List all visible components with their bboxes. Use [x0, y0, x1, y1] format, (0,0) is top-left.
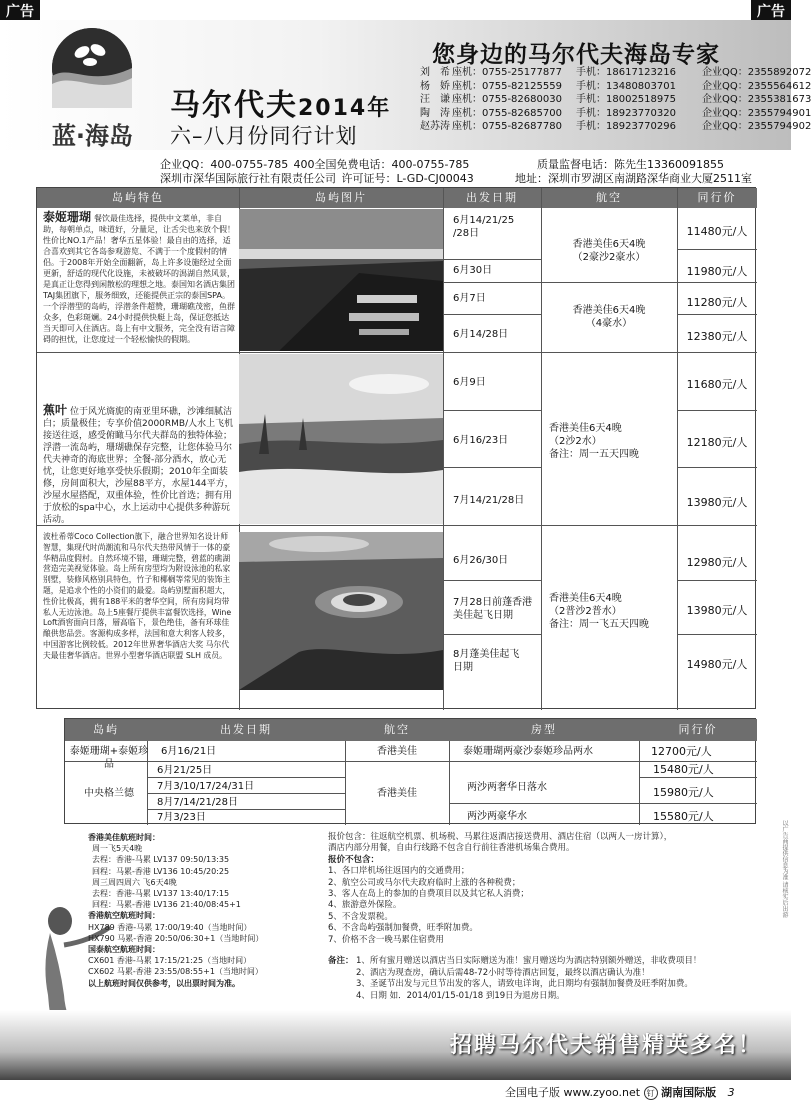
contact-mobile: 手机：13480803701: [576, 80, 676, 92]
ad-label-right: 广告: [751, 0, 791, 20]
flight-note: 去程：香港-马累 LV137 09:50/13:35: [92, 855, 230, 865]
island-description: [43, 212, 235, 348]
island-name: 中央格兰德: [84, 788, 134, 799]
divider: [677, 580, 757, 581]
departure-date: 6月9日: [453, 377, 486, 388]
price-include-notes: [328, 832, 672, 946]
divider: [677, 249, 757, 250]
flight-note: 周一飞5天4晚: [92, 844, 143, 854]
divider: [443, 314, 541, 315]
remark-text: 4、日期 如．2014/01/15-01/18 到19日为退房日期。: [356, 990, 565, 1001]
header-island-feature: 岛屿特色: [37, 188, 239, 208]
header-departure: 出发日期: [147, 719, 345, 741]
price: 13980元/人: [686, 496, 748, 509]
enterprise-qq: 企业QQ：400-0755-785: [160, 158, 289, 171]
flight-note: HX790 马累-香港 20:50/06:30+1（当地时间）: [88, 933, 264, 943]
contact-phone: 座机：0755-25177877: [452, 67, 562, 78]
departure-date: 8月蓬美佳起飞 日期: [453, 649, 520, 673]
price: 15580元/人: [653, 810, 714, 823]
contact-qq: 企业QQ：2355794902: [702, 121, 811, 132]
brand-year: 2014年: [298, 96, 392, 121]
divider: [147, 809, 345, 810]
remarks: [328, 956, 701, 1002]
price: 15980元/人: [653, 786, 714, 799]
company-name: 深圳市深华国际旅行社有限责任公司: [160, 172, 336, 185]
remark-text: 1、所有蜜月赠送以酒店当日实际赠送为准！蜜月赠送均为酒店特别额外赠送，非收费项目！: [356, 956, 702, 966]
price-note: 4、旅游意外保险。: [328, 900, 402, 911]
price: 11480元/人: [686, 225, 748, 238]
contact-qq: 企业QQ：2355381673: [702, 94, 811, 105]
logo-text: 蓝·海岛: [51, 122, 134, 150]
logo-wave-icon: [52, 28, 132, 108]
divider: [147, 777, 345, 778]
room-type: 两沙两奢华日落水: [467, 782, 547, 793]
price-note: 7、价格不含一晚马累住宿费用: [328, 934, 444, 945]
divider: [443, 282, 757, 283]
departure-date: 6月26/30日: [453, 555, 509, 566]
supervision-phone: 质量监督电话：陈先生13360091855: [537, 158, 724, 171]
info-line-2: [160, 170, 752, 186]
header-island-photo: 岛屿图片: [239, 188, 443, 208]
contact-mobile: 手机：18923770296: [576, 121, 676, 132]
contact-mobile: 手机：18617123216: [576, 67, 676, 78]
price: 11980元/人: [686, 265, 748, 278]
airline: 香港美佳: [377, 746, 417, 757]
island-photo: [239, 532, 443, 690]
license-number: 许可证号：L-GD-CJ00043: [341, 172, 474, 185]
flight-note: 周三周四周六 飞6天4晚: [92, 877, 177, 887]
contact-row: [420, 107, 811, 121]
footer-page-number: 3: [727, 1086, 735, 1099]
flight-note: 回程：马累-香港 LV136 10:45/20:25: [92, 866, 230, 876]
ad-label-left: 广告: [0, 0, 40, 20]
departure-date: 6月21/25日: [157, 765, 213, 776]
side-note: 以广告商提供信息为准 请核实后出游: [781, 820, 788, 918]
price: 12980元/人: [686, 556, 748, 569]
price: 12180元/人: [686, 436, 748, 449]
footer-url[interactable]: www.zyoo.net: [563, 1086, 641, 1099]
contact-phone: 座机：0755-82680030: [452, 94, 562, 105]
contact-qq: 企业QQ：2355892072: [702, 67, 811, 78]
header-room-type: 房型: [449, 719, 639, 741]
divider: [639, 741, 640, 825]
remark-text: 3、圣诞节出发与元旦节出发的客人，请致电详询，此日期均有强制加餐费及旺季附加费。: [356, 979, 693, 989]
island-photo: [239, 354, 443, 524]
island-desc-text: 位于风光旖旎的南亚里环礁，沙滩细腻洁白；质量极佳；专享价值2000RMB/人水上飞机接送往返，感受俯瞰马尔代夫群岛的独特体验；浮潜一流岛屿，珊瑚礁保存完整，让您体验马尔代夫神奇的海底世界；全餐-部分酒水，放心无忧，让您更好地享受快乐假期；2010年全面装修，房间面积大，沙屋88平方，水屋144平方，沙屋水屋搭配，双重体验，性价比首选；拥有用于放松的spa中心，水上运动中心提供多种游玩活动。: [43, 407, 234, 525]
divider: [443, 188, 444, 710]
divider: [677, 410, 757, 411]
footer: [505, 1084, 735, 1100]
flight-info: 香港美佳6天4晚 （2普沙2普水） 备注：周一飞五天四晚: [549, 593, 649, 630]
departure-date: 6月30日: [453, 265, 493, 276]
departure-date: 6月16/23日: [453, 435, 509, 446]
divider: [639, 803, 757, 804]
price: 11680元/人: [686, 378, 748, 391]
price-note: 2、航空公司或马尔代夫政府临时上涨的各种税费；: [328, 877, 521, 888]
footer-edition: 全国电子版: [505, 1086, 560, 1099]
flight-note: CX602 马累-香港 23:55/08:55+1（当地时间）: [88, 967, 263, 977]
brand-title-text: 马尔代夫: [170, 88, 298, 123]
remark-text: 2、酒店为现查房，确认后需48-72小时等待酒店回复，最终以酒店确认为准！: [356, 967, 650, 978]
divider: [449, 741, 450, 825]
flight-note: 去程：香港-马累 LV137 13:40/17:15: [92, 889, 230, 899]
price: 13980元/人: [686, 604, 748, 617]
departure-date: 7月14/21/28日: [453, 495, 525, 506]
contact-name: 汪 谦: [420, 94, 450, 105]
flight-note: CX601 香港-马累 17:15/21:25（当地时间）: [88, 956, 252, 966]
island-description: [43, 532, 235, 704]
island-table: [36, 187, 756, 709]
combo-table: [64, 718, 756, 824]
header-airline: 航空: [541, 188, 677, 208]
contact-name: 刘 希: [420, 67, 450, 78]
divider: [37, 525, 757, 526]
island-desc-text: 波杜希蒂Coco Collection旗下，融合世界知名设计师智慧，集现代时尚潮流和马尔代夫热带风情于一体的豪华精品度假村。自然环境不错，珊瑚完整，碧蓝的礁湖营造完美视觉体验。岛上所有房型均为附设泳池的私家别墅，装修风格别具特色，竹子和椰榈等常见的装饰主题，是追求个性的小资们的最爱。岛屿别墅面积超大，性价比极高，拥有188平米的奢华空间，所有房间均带私人无边泳池。岛上5座餐厅提供丰富餐饮选择，Wine Loft酒窖面向日落，層高临下，景色绝佳，备有环球佳酿供您品尝。客源构成多样，法国和意大利客人较多，中国游客比例较低。2012年世界奢华酒店大奖 马尔代夫最佳奢华酒店。世界小型奢华酒店联盟 SLH 成员。: [43, 532, 232, 660]
departure-date: 6月14/28日: [453, 329, 509, 340]
flight-info: 香港美佳6天4晚 （4豪水）: [572, 305, 646, 329]
divider: [677, 314, 757, 315]
room-type: 两沙两豪华水: [467, 811, 527, 822]
divider: [147, 793, 345, 794]
island-name: 蕉叶: [43, 403, 68, 417]
header-island: 岛屿: [65, 719, 147, 741]
hotline: 400全国免费电话：400-0755-785: [293, 158, 470, 171]
price-note: 报价包含：往返航空机票、机场税、马累往返酒店接送费用、酒店住宿（以两人一房计算），: [328, 832, 673, 842]
divider: [443, 259, 541, 260]
contact-name: 赵苏涛: [420, 121, 450, 132]
departure-date: 7月28日前蓬香港 美佳起飞日期: [453, 597, 533, 621]
island-photo: [239, 209, 443, 351]
flight-note: [88, 944, 263, 955]
divider: [37, 352, 757, 353]
contact-phone: 座机：0755-82687780: [452, 121, 562, 132]
footer-section: 湖南国际版: [661, 1086, 717, 1099]
divider: [65, 761, 757, 762]
flight-note: [88, 832, 263, 843]
price: 12380元/人: [686, 330, 748, 343]
contact-row: [420, 93, 811, 107]
island-description: [43, 404, 235, 524]
flight-note: HX789 香港-马累 17:00/19:40（当地时间）: [88, 922, 252, 932]
departure-date: 6月14/21/25 /28日: [453, 215, 515, 239]
contact-name: 陶 涛: [420, 107, 450, 119]
footer-badge-icon: 钉: [644, 1086, 658, 1100]
divider: [677, 634, 757, 635]
island-name: 泰姬珊瑚: [43, 210, 92, 224]
contact-qq: 企业QQ：2355794901: [702, 107, 811, 119]
price-note: 5、不含发票税。: [328, 911, 393, 922]
divider: [443, 580, 541, 581]
contact-row: [420, 120, 811, 134]
divider: [639, 777, 757, 778]
island-desc-text: 餐饮最佳选择，提供中文菜单，非自助，每朝单点，味道好，分量足，让舌尖也来放个假！性价比NO.1产品！奢华五星体验！最自由的选择，适合喜欢到其它各岛参观游览、不满于一个度假村的情侣。于2008年开始全面翻新，岛上许多设施经过全面更新，舒适的现代化设施，未被破坏的潟湖自然风景，是真正让您得到闲散松的理想之地。泰国知名酒店集团TAJ集团旗下，服务细致，还能提供正宗的泰国SPA。一个浮潜型的岛屿，浮潜条件超赞，珊瑚礁茂密，鱼群众多，色彩斑斓。24小时提供快艇上岛，保证您抵达当天即可入住酒店。岛上有中文服务，完全没有语言障碍的担忧，让您度过一个轻松愉快的假期。: [43, 214, 235, 344]
contact-list: [420, 66, 811, 134]
price-note: 1、各口岸机场往返国内的交通费用；: [328, 866, 470, 877]
divider: [443, 634, 541, 635]
flight-note-heading: 国泰航空航班时间：: [88, 945, 160, 955]
remark-row: [328, 956, 701, 968]
contact-phone: 座机：0755-82685700: [452, 107, 562, 119]
contact-mobile: 手机：18923770320: [576, 107, 676, 119]
price: 14980元/人: [686, 658, 748, 671]
divider: [443, 410, 541, 411]
price: 15480元/人: [653, 763, 714, 776]
contact-name: 杨 娇: [420, 80, 450, 92]
divider: [443, 467, 541, 468]
flight-note: 回程：马累-香港 LV136 21:40/08:45+1: [92, 900, 241, 910]
price-note-heading: 报价不包含：: [328, 854, 380, 865]
flight-note: [88, 978, 263, 989]
price: 12700元/人: [651, 745, 712, 758]
airline: 香港美佳: [377, 788, 417, 799]
company-address: 地址：深圳市罗湖区南湖路深华商业大厦2511室: [515, 172, 752, 185]
brand-title: [170, 80, 391, 124]
flight-note-heading: 香港航空航班时间：: [88, 911, 160, 921]
flight-note-heading: 香港美佳航班时间：: [88, 833, 160, 842]
price-note: [328, 855, 672, 866]
flight-note: [88, 910, 263, 921]
flight-schedule-notes: [88, 832, 263, 989]
flight-info: 香港美佳6天4晚 （2豪沙2豪水）: [572, 239, 646, 263]
remarks-label: 备注：: [328, 956, 354, 966]
contact-row: [420, 66, 811, 80]
header-airline: 航空: [345, 719, 449, 741]
departure-date: 6月7日: [453, 293, 486, 304]
brand-logo: [30, 28, 150, 148]
departure-date: 8月7/14/21/28日: [157, 797, 239, 808]
brand-subtitle: 六–八月份同行计划: [170, 124, 358, 148]
divider: [449, 803, 639, 804]
recruit-banner-text: 招聘马尔代夫销售精英多名！: [450, 1033, 763, 1058]
header-price: 同行价: [677, 188, 757, 208]
flight-note-heading: 以上航班时间仅供参考，以出票时间为准。: [88, 978, 240, 988]
header-departure: 出发日期: [443, 188, 541, 208]
divider: [677, 467, 757, 468]
departure-date: 7月3/10/17/24/31日: [157, 781, 255, 792]
departure-date: 6月16/21日: [161, 746, 217, 757]
contact-phone: 座机：0755-82125559: [452, 80, 562, 92]
room-type: 泰姬珊瑚两豪沙泰姬珍品两水: [463, 746, 593, 757]
price-note: 酒店内部分用餐，自由行线路不包含自行前往香港机场集合费用。: [328, 843, 575, 854]
price-note: 3、客人在岛上的参加的自费项目以及其它私人消费；: [328, 889, 529, 900]
island-name: 泰姬珊瑚+泰姬珍品: [69, 746, 149, 770]
price-note: 6、不含岛屿强制加餐费，旺季附加费。: [328, 923, 478, 934]
slogan: 您身边的马尔代夫海岛专家: [432, 42, 720, 68]
price: 11280元/人: [686, 296, 748, 309]
header-price: 同行价: [639, 719, 757, 741]
contact-qq: 企业QQ：2355564612: [702, 80, 811, 92]
contact-row: [420, 80, 811, 94]
contact-mobile: 手机：18002518975: [576, 94, 676, 105]
departure-date: 7月3/23日: [157, 812, 206, 823]
flight-info: 香港美佳6天4晚 （2沙2水） 备注：周一五天四晚: [549, 423, 639, 460]
